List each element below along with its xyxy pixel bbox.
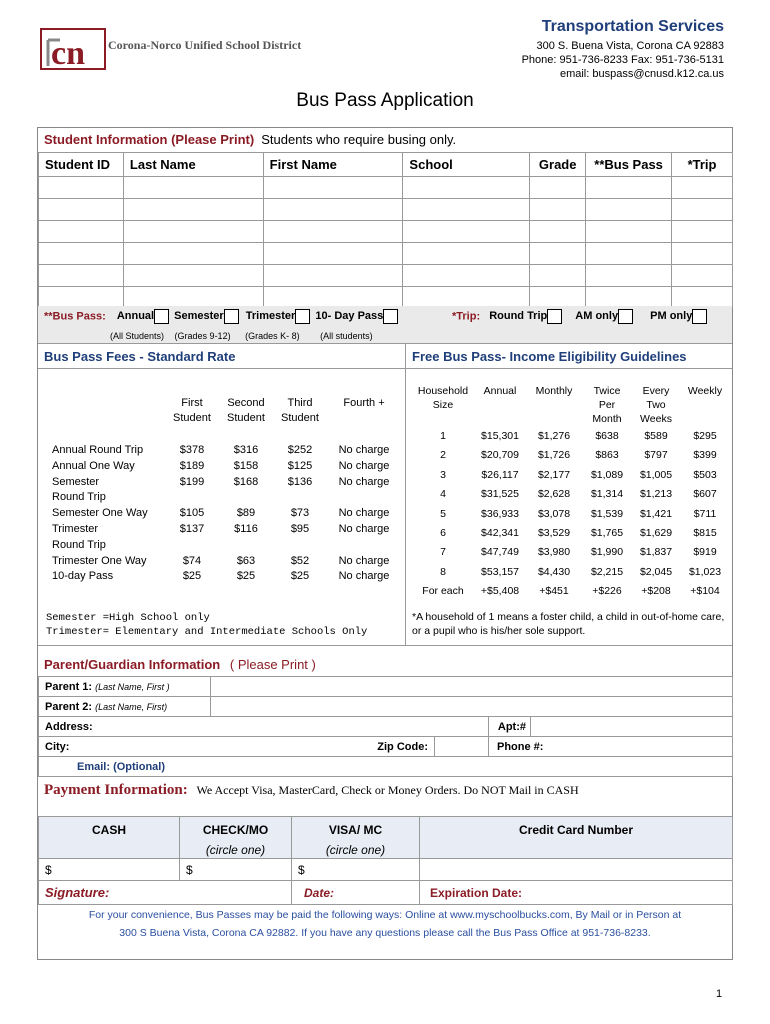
income-cell: $2,215 (590, 565, 624, 578)
department-email: email: buspass@cnusd.k12.ca.us (559, 68, 724, 80)
fees-cell: $116 (234, 523, 258, 535)
department-address: 300 S. Buena Vista, Corona CA 92883 (536, 40, 724, 52)
fees-row-label: Annual Round Trip (52, 444, 144, 456)
cc-head: Credit Card Number (420, 817, 733, 859)
payment-note: We Accept Visa, MasterCard, Check or Money Orders. Do NOT Mail in CASH (196, 783, 579, 797)
fees-cell: $25 (182, 570, 202, 583)
payment-heading: Payment Information: (44, 782, 188, 798)
income-cell: $42,341 (481, 527, 519, 539)
income-cell: $26,117 (481, 468, 519, 481)
apt-label: Apt:# (489, 717, 531, 737)
income-note: *A household of 1 means a foster child, a child in out-of-home care, or a pupil who is his/her sole support. (412, 611, 725, 637)
fees-cell: $25 (290, 570, 310, 583)
footer-line1: For your convenience, Bus Passes may be paid the following ways: Online at www.myschoolbucks.com, By Mail or in Person at (88, 909, 682, 921)
income-household-size: 8 (440, 565, 446, 578)
pm-only-label: PM only (650, 310, 693, 323)
signature-field[interactable] (39, 881, 292, 905)
col-last-name: Last Name (123, 153, 263, 177)
income-col-head: Every Two Weeks (640, 385, 672, 425)
address-label: Address: (45, 720, 93, 733)
parent1-field[interactable] (211, 677, 733, 697)
income-household-size: 1 (440, 430, 446, 442)
ten-day-checkbox[interactable] (383, 309, 398, 324)
parent2-hint: (Last Name, First) (95, 701, 168, 712)
fees-cell: $63 (236, 554, 256, 567)
income-cell: $1,213 (639, 488, 673, 501)
student-heading: Student Information (Please Print) (44, 132, 255, 147)
fees-cell: No charge (338, 554, 390, 567)
income-cell: $36,933 (481, 507, 519, 520)
bus-pass-options (44, 309, 398, 324)
income-cell: $2,628 (537, 488, 571, 501)
income-cell: $711 (693, 507, 717, 520)
fees-col-first: First Student (173, 397, 211, 424)
email-optional: (Optional) (113, 760, 166, 773)
expiration-field[interactable] (420, 881, 733, 905)
visa-label: VISA/ MC (328, 823, 383, 837)
city-field[interactable] (39, 737, 435, 757)
fees-divider (405, 344, 406, 645)
department-name: Transportation Services (541, 18, 724, 35)
parent2-label: Parent 2: (45, 700, 93, 713)
city-label: City: (45, 740, 70, 753)
fees-col-second: Second Student (227, 397, 265, 424)
visa-circle-one: (circle one) (325, 843, 386, 857)
date-field[interactable] (292, 881, 420, 905)
student-table (38, 152, 733, 308)
income-heading: Free Bus Pass- Income Eligibility Guidelines (412, 349, 687, 364)
parent1-cell (39, 677, 211, 697)
fees-cell: No charge (338, 475, 390, 488)
col-bus-pass: **Bus Pass (586, 153, 672, 177)
fees-cell: $378 (179, 444, 205, 456)
income-cell: $53,157 (481, 565, 519, 578)
date-label: Date: (304, 885, 335, 900)
phone-field[interactable] (489, 737, 733, 757)
income-household-size: 4 (440, 488, 446, 501)
email-label: Email: (77, 760, 111, 773)
student-note: Students who require busing only. (261, 132, 457, 147)
fees-cell: $189 (179, 459, 205, 472)
income-cell: +$226 (592, 585, 622, 598)
income-household-size: 2 (440, 449, 446, 462)
fees-row-label: Annual One Way (52, 459, 135, 472)
income-cell: +$208 (641, 585, 671, 598)
income-cell: $2,045 (639, 565, 673, 578)
income-col-head: Household Size (417, 385, 469, 411)
department-block (522, 18, 724, 80)
student-row[interactable] (39, 243, 733, 265)
district-name: Corona-Norco Unified School District (108, 38, 302, 52)
fees-cell: No charge (338, 459, 390, 472)
cc-number-field[interactable] (420, 859, 733, 881)
income-cell: $1,837 (639, 546, 673, 559)
fees-row-label: Trimester (52, 523, 99, 535)
income-cell: $1,023 (688, 565, 722, 578)
col-student-id: Student ID (39, 153, 124, 177)
fees-cell: No charge (338, 523, 390, 535)
income-col-head: Annual (483, 385, 517, 397)
income-cell: +$104 (690, 585, 720, 598)
income-cell: $295 (693, 430, 717, 442)
ten-day-sub: (All students) (320, 331, 373, 341)
pm-only-checkbox[interactable] (692, 309, 707, 324)
fees-cell: $25 (236, 570, 256, 583)
col-first-name: First Name (263, 153, 403, 177)
fees-row-label: Trimester One Way (52, 554, 147, 567)
income-cell: $1,726 (537, 449, 571, 462)
cash-amount[interactable]: $ (39, 859, 180, 881)
page-number: 1 (716, 988, 723, 1000)
fees-row-label: Round Trip (52, 491, 106, 504)
check-head (180, 817, 292, 859)
income-cell: $4,430 (537, 565, 571, 578)
parent-heading: Parent/Guardian Information (44, 657, 221, 672)
fees-row-label: 10-day Pass (52, 570, 114, 583)
fees-col-fourth: Fourth + (343, 397, 385, 409)
parent-heading-row (44, 657, 316, 672)
expiration-label: Expiration Date: (430, 885, 523, 900)
department-phones: Phone: 951-736-8233 Fax: 951-736-5131 (521, 54, 724, 66)
trip-label: *Trip: (452, 310, 481, 323)
signature-label: Signature: (45, 885, 110, 900)
fees-row-label: Round Trip (52, 538, 106, 551)
visa-head (292, 817, 420, 859)
check-circle-one: (circle one) (205, 843, 266, 857)
parent-table (38, 676, 733, 777)
parent2-field[interactable] (211, 697, 733, 717)
income-cell: $815 (693, 527, 717, 539)
income-cell: $797 (644, 449, 668, 462)
income-cell: $919 (693, 546, 717, 559)
footer-line2: 300 S Buena Vista, Corona CA 92882. If you have any questions please call the Bus Pass Office at 951-736-8233. (119, 927, 651, 939)
parent1-label: Parent 1: (45, 680, 93, 693)
bus-pass-label: **Bus Pass: (44, 310, 106, 323)
trimester-label: Trimester (245, 310, 296, 323)
income-household-size: 5 (440, 507, 446, 520)
income-cell: $1,276 (537, 430, 571, 442)
round-trip-checkbox[interactable] (547, 309, 562, 324)
income-col-head: Weekly (687, 385, 723, 397)
logo-graphic (40, 28, 106, 70)
cash-head: CASH (39, 817, 180, 859)
fees-cell: $73 (290, 507, 310, 520)
fees-cell: $89 (236, 507, 256, 520)
trimester-sub: (Grades K- 8) (245, 331, 300, 341)
income-household-size: 7 (440, 546, 446, 559)
income-cell: $15,301 (481, 430, 519, 442)
fees-cell: $158 (233, 459, 259, 472)
income-cell: $1,990 (590, 546, 624, 559)
fees-cell: $95 (290, 523, 310, 535)
income-cell: $503 (693, 468, 717, 481)
student-row[interactable] (39, 221, 733, 243)
bus-pass-sublabels (110, 331, 373, 341)
fees-cell: $316 (233, 444, 259, 456)
payment-footer (38, 906, 732, 942)
student-header-row (39, 153, 733, 177)
income-col-head: Monthly (535, 385, 573, 397)
income-cell: $3,078 (537, 507, 571, 520)
check-label: CHECK/MO (202, 823, 269, 837)
income-cell: $1,005 (639, 468, 673, 481)
income-cell: $863 (595, 449, 619, 462)
semester-checkbox[interactable] (224, 309, 239, 324)
am-only-checkbox[interactable] (618, 309, 633, 324)
am-only-label: AM only (575, 310, 619, 323)
zip-field[interactable] (435, 737, 489, 757)
annual-label: Annual (116, 310, 155, 323)
student-row[interactable] (39, 177, 733, 199)
district-logo (40, 28, 106, 70)
trimester-checkbox[interactable] (295, 309, 310, 324)
income-cell: $1,765 (590, 527, 624, 539)
fees-cell: No charge (338, 507, 390, 520)
parent-heading-note: ( Please Print ) (229, 657, 316, 672)
fees-row-label: Semester One Way (52, 507, 148, 520)
visa-amount[interactable]: $ (292, 859, 420, 881)
student-row[interactable] (39, 287, 733, 308)
trip-options (452, 309, 707, 324)
income-cell: $1,421 (639, 507, 673, 520)
income-cell: $2,177 (537, 468, 571, 481)
apt-field[interactable] (531, 717, 733, 737)
income-household-size: For each (422, 585, 464, 598)
income-cell: +$5,408 (480, 585, 520, 598)
payment-heading-row (44, 782, 579, 799)
income-cell: $399 (693, 449, 717, 462)
col-trip: *Trip (672, 153, 733, 177)
fees-cell: $137 (179, 523, 205, 535)
fees-cell: $125 (287, 459, 313, 472)
income-cell: $1,314 (590, 488, 624, 501)
income-cell: +$451 (539, 585, 569, 598)
payment-table (38, 816, 733, 905)
income-household-size: 3 (440, 468, 446, 481)
col-school: School (403, 153, 530, 177)
income-cell: $20,709 (481, 449, 519, 462)
annual-sub: (All Students) (110, 331, 165, 341)
income-cell: $589 (644, 430, 668, 442)
fees-cell: No charge (338, 444, 390, 456)
annual-checkbox[interactable] (154, 309, 169, 324)
fees-cell: $252 (287, 444, 313, 456)
page-title: Bus Pass Application (296, 90, 474, 111)
check-amount[interactable]: $ (180, 859, 292, 881)
col-grade: Grade (530, 153, 586, 177)
income-cell: $3,980 (537, 546, 571, 559)
fees-cell: No charge (338, 570, 390, 583)
parent-heading-band (38, 645, 732, 646)
income-cell: $1,629 (639, 527, 673, 539)
fees-cell: $105 (179, 507, 205, 520)
income-cell: $47,749 (481, 546, 519, 559)
income-cell: $3,529 (537, 527, 571, 539)
svg-text:cn: cn (51, 35, 85, 70)
parent2-cell (39, 697, 211, 717)
zip-label: Zip Code: (377, 740, 428, 753)
income-cell: $31,525 (481, 488, 519, 501)
fees-cell: $136 (287, 475, 313, 488)
income-cell: $1,539 (590, 507, 624, 520)
fees-row-label: Semester (52, 475, 100, 488)
income-cell: $1,089 (590, 468, 624, 481)
parent1-hint: (Last Name, First ) (95, 681, 170, 692)
income-cell: $638 (595, 430, 619, 442)
address-field[interactable] (39, 717, 489, 737)
fees-col-third: Third Student (281, 397, 319, 424)
income-household-size: 6 (440, 527, 446, 539)
fees-cell: $52 (290, 554, 310, 567)
fees-cell: $74 (182, 554, 202, 567)
ten-day-label: 10- Day Pass (315, 310, 384, 323)
income-cell: $607 (693, 488, 717, 501)
fees-note-trimester: Trimester= Elementary and Intermediate Schools Only (46, 626, 368, 638)
student-row[interactable] (39, 199, 733, 221)
fees-note-semester: Semester =High School only (46, 612, 210, 624)
semester-sub: (Grades 9-12) (174, 331, 231, 341)
student-row[interactable] (39, 265, 733, 287)
income-col-head: Twice Per Month (592, 385, 622, 425)
phone-label: Phone #: (497, 740, 544, 753)
round-trip-label: Round Trip (489, 310, 548, 323)
semester-label: Semester (174, 310, 224, 323)
email-field[interactable] (39, 757, 733, 777)
fees-cell: $199 (179, 475, 205, 488)
fees-heading: Bus Pass Fees - Standard Rate (44, 349, 236, 364)
student-heading-row (38, 128, 732, 153)
fees-cell: $168 (233, 475, 259, 488)
